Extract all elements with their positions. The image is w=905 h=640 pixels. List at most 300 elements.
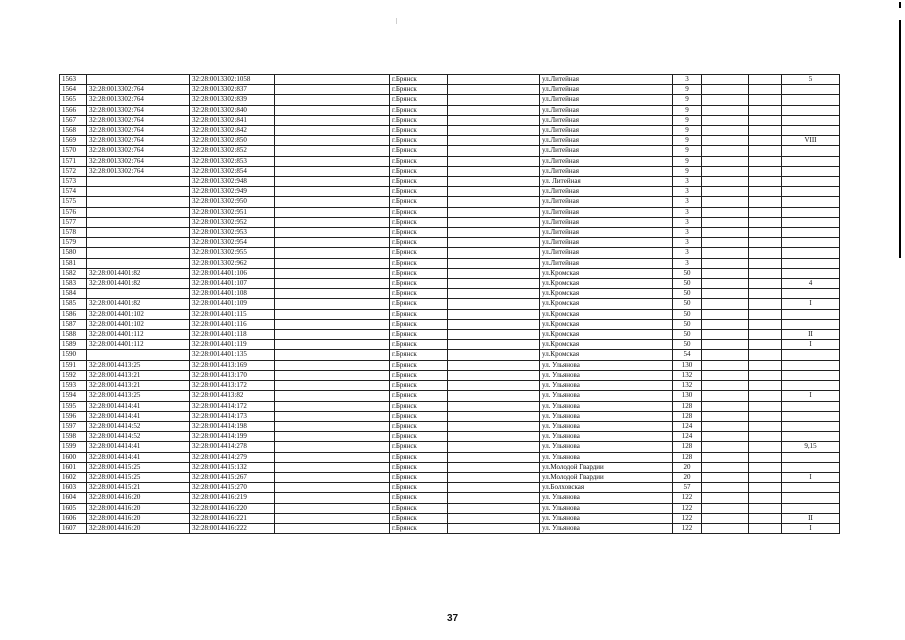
parent-cadastral-number-cell: 32:28:0013302:764	[87, 115, 190, 125]
city-cell: г.Брянск	[390, 360, 448, 370]
street-cell: ул. Ульянова	[540, 503, 673, 513]
blank-col-a-cell	[275, 503, 390, 513]
blank-col-b-cell	[448, 299, 540, 309]
house-number-cell: 3	[673, 187, 702, 197]
table-row	[60, 381, 840, 391]
cadastral-number-cell: 32:28:0014401:116	[190, 319, 275, 329]
blank-col-d-cell	[749, 156, 782, 166]
table-row	[60, 483, 840, 493]
page-number: 37	[446, 613, 459, 624]
blank-col-d-cell	[749, 289, 782, 299]
blank-col-b-cell	[448, 523, 540, 533]
blank-col-a-cell	[275, 299, 390, 309]
blank-col-d-cell	[749, 472, 782, 482]
blank-col-a-cell	[275, 258, 390, 268]
blank-col-d-cell	[749, 105, 782, 115]
house-number-cell: 50	[673, 309, 702, 319]
table-row	[60, 299, 840, 309]
house-number-cell: 3	[673, 75, 702, 85]
blank-col-c-cell	[702, 279, 749, 289]
note-cell	[782, 503, 840, 513]
cadastral-number-cell: 32:28:0014401:108	[190, 289, 275, 299]
house-number-cell: 122	[673, 523, 702, 533]
blank-col-a-cell	[275, 115, 390, 125]
blank-col-d-cell	[749, 146, 782, 156]
blank-col-d-cell	[749, 452, 782, 462]
note-cell	[782, 309, 840, 319]
blank-col-a-cell	[275, 360, 390, 370]
note-cell	[782, 217, 840, 227]
house-number-cell: 3	[673, 228, 702, 238]
note-cell	[782, 238, 840, 248]
table-row	[60, 421, 840, 431]
table-row	[60, 187, 840, 197]
blank-col-d-cell	[749, 483, 782, 493]
house-number-cell: 124	[673, 432, 702, 442]
city-cell: г.Брянск	[390, 85, 448, 95]
blank-col-b-cell	[448, 95, 540, 105]
city-cell: г.Брянск	[390, 289, 448, 299]
city-cell: г.Брянск	[390, 299, 448, 309]
cadastral-number-cell: 32:28:0014416:219	[190, 493, 275, 503]
blank-col-c-cell	[702, 238, 749, 248]
blank-col-c-cell	[702, 228, 749, 238]
blank-col-a-cell	[275, 146, 390, 156]
street-cell: ул. Ульянова	[540, 421, 673, 431]
blank-col-d-cell	[749, 166, 782, 176]
cadastral-number-cell: 32:28:0014413:169	[190, 360, 275, 370]
blank-col-d-cell	[749, 279, 782, 289]
blank-col-a-cell	[275, 248, 390, 258]
cadastral-number-cell: 32:28:0013302:839	[190, 95, 275, 105]
blank-col-a-cell	[275, 381, 390, 391]
blank-col-a-cell	[275, 207, 390, 217]
parent-cadastral-number-cell	[87, 289, 190, 299]
row-number-cell: 1599	[60, 442, 87, 452]
cadastral-number-cell: 32:28:0014415:267	[190, 472, 275, 482]
parent-cadastral-number-cell: 32:28:0013302:764	[87, 85, 190, 95]
blank-col-b-cell	[448, 452, 540, 462]
note-cell	[782, 432, 840, 442]
table-row	[60, 462, 840, 472]
blank-col-c-cell	[702, 340, 749, 350]
row-number-cell: 1604	[60, 493, 87, 503]
table-row	[60, 126, 840, 136]
note-cell	[782, 105, 840, 115]
street-cell: ул.Молодой Гвардии	[540, 472, 673, 482]
blank-col-a-cell	[275, 289, 390, 299]
note-cell	[782, 85, 840, 95]
row-number-cell: 1574	[60, 187, 87, 197]
blank-col-a-cell	[275, 370, 390, 380]
city-cell: г.Брянск	[390, 483, 448, 493]
table-row	[60, 442, 840, 452]
parent-cadastral-number-cell: 32:28:0014414:52	[87, 432, 190, 442]
blank-col-b-cell	[448, 197, 540, 207]
blank-col-a-cell	[275, 421, 390, 431]
house-number-cell: 3	[673, 248, 702, 258]
street-cell: ул.Литейная	[540, 105, 673, 115]
blank-col-b-cell	[448, 319, 540, 329]
blank-col-c-cell	[702, 207, 749, 217]
table-row	[60, 523, 840, 533]
house-number-cell: 3	[673, 238, 702, 248]
blank-col-b-cell	[448, 115, 540, 125]
table-row	[60, 279, 840, 289]
parent-cadastral-number-cell: 32:28:0014413:21	[87, 381, 190, 391]
note-cell	[782, 268, 840, 278]
blank-col-b-cell	[448, 309, 540, 319]
table-row	[60, 330, 840, 340]
city-cell: г.Брянск	[390, 279, 448, 289]
row-number-cell: 1592	[60, 370, 87, 380]
house-number-cell: 128	[673, 401, 702, 411]
blank-col-a-cell	[275, 268, 390, 278]
table-row	[60, 289, 840, 299]
parent-cadastral-number-cell: 32:28:0014414:41	[87, 452, 190, 462]
table-row	[60, 370, 840, 380]
row-number-cell: 1606	[60, 513, 87, 523]
blank-col-d-cell	[749, 309, 782, 319]
blank-col-c-cell	[702, 217, 749, 227]
row-number-cell: 1586	[60, 309, 87, 319]
cadastral-number-cell: 32:28:0013302:842	[190, 126, 275, 136]
row-number-cell: 1587	[60, 319, 87, 329]
city-cell: г.Брянск	[390, 156, 448, 166]
cadastral-number-cell: 32:28:0014415:270	[190, 483, 275, 493]
parent-cadastral-number-cell: 32:28:0014413:25	[87, 391, 190, 401]
city-cell: г.Брянск	[390, 166, 448, 176]
blank-col-a-cell	[275, 75, 390, 85]
table-row	[60, 146, 840, 156]
street-cell: ул. Ульянова	[540, 360, 673, 370]
house-number-cell: 9	[673, 126, 702, 136]
blank-col-a-cell	[275, 340, 390, 350]
row-number-cell: 1582	[60, 268, 87, 278]
blank-col-c-cell	[702, 442, 749, 452]
note-cell	[782, 156, 840, 166]
note-cell	[782, 187, 840, 197]
row-number-cell: 1564	[60, 85, 87, 95]
blank-col-c-cell	[702, 411, 749, 421]
blank-col-a-cell	[275, 309, 390, 319]
cadastral-number-cell: 32:28:0013302:841	[190, 115, 275, 125]
row-number-cell: 1593	[60, 381, 87, 391]
house-number-cell: 130	[673, 360, 702, 370]
blank-col-c-cell	[702, 258, 749, 268]
street-cell: ул.Литейная	[540, 126, 673, 136]
parent-cadastral-number-cell: 32:28:0014401:112	[87, 330, 190, 340]
blank-col-a-cell	[275, 85, 390, 95]
blank-col-a-cell	[275, 472, 390, 482]
blank-col-d-cell	[749, 258, 782, 268]
cadastral-number-cell: 32:28:0014414:199	[190, 432, 275, 442]
cadastral-number-cell: 32:28:0014413:82	[190, 391, 275, 401]
row-number-cell: 1591	[60, 360, 87, 370]
parent-cadastral-number-cell: 32:28:0014416:20	[87, 523, 190, 533]
row-number-cell: 1571	[60, 156, 87, 166]
row-number-cell: 1605	[60, 503, 87, 513]
street-cell: ул.Кромская	[540, 340, 673, 350]
blank-col-b-cell	[448, 105, 540, 115]
note-cell: II	[782, 330, 840, 340]
parent-cadastral-number-cell	[87, 228, 190, 238]
blank-col-b-cell	[448, 421, 540, 431]
street-cell: ул.Кромская	[540, 350, 673, 360]
blank-col-a-cell	[275, 483, 390, 493]
note-cell	[782, 228, 840, 238]
blank-col-d-cell	[749, 381, 782, 391]
street-cell: ул. Ульянова	[540, 442, 673, 452]
city-cell: г.Брянск	[390, 462, 448, 472]
house-number-cell: 3	[673, 258, 702, 268]
blank-col-a-cell	[275, 432, 390, 442]
blank-col-c-cell	[702, 197, 749, 207]
street-cell: ул.Молодой Гвардии	[540, 462, 673, 472]
blank-col-a-cell	[275, 279, 390, 289]
street-cell: ул.Кромская	[540, 330, 673, 340]
blank-col-a-cell	[275, 126, 390, 136]
blank-col-b-cell	[448, 248, 540, 258]
blank-col-b-cell	[448, 401, 540, 411]
blank-col-a-cell	[275, 330, 390, 340]
city-cell: г.Брянск	[390, 217, 448, 227]
blank-col-d-cell	[749, 126, 782, 136]
house-number-cell: 50	[673, 289, 702, 299]
city-cell: г.Брянск	[390, 177, 448, 187]
house-number-cell: 9	[673, 95, 702, 105]
row-number-cell: 1602	[60, 472, 87, 482]
blank-col-b-cell	[448, 432, 540, 442]
cadastral-number-cell: 32:28:0013302:854	[190, 166, 275, 176]
table-row	[60, 268, 840, 278]
blank-col-a-cell	[275, 452, 390, 462]
row-number-cell: 1579	[60, 238, 87, 248]
blank-col-b-cell	[448, 442, 540, 452]
row-number-cell: 1603	[60, 483, 87, 493]
parent-cadastral-number-cell	[87, 217, 190, 227]
cadastral-number-cell: 32:28:0013302:850	[190, 136, 275, 146]
parent-cadastral-number-cell	[87, 75, 190, 85]
note-cell	[782, 258, 840, 268]
parent-cadastral-number-cell: 32:28:0014415:25	[87, 462, 190, 472]
blank-col-b-cell	[448, 493, 540, 503]
house-number-cell: 9	[673, 166, 702, 176]
blank-col-a-cell	[275, 156, 390, 166]
house-number-cell: 132	[673, 370, 702, 380]
note-cell: VIII	[782, 136, 840, 146]
house-number-cell: 50	[673, 299, 702, 309]
table-row	[60, 411, 840, 421]
street-cell: ул. Ульянова	[540, 523, 673, 533]
blank-col-a-cell	[275, 391, 390, 401]
blank-col-d-cell	[749, 268, 782, 278]
table-row	[60, 228, 840, 238]
blank-col-c-cell	[702, 330, 749, 340]
city-cell: г.Брянск	[390, 340, 448, 350]
note-cell	[782, 421, 840, 431]
scan-artifact-mark	[396, 18, 397, 24]
note-cell	[782, 207, 840, 217]
cadastral-number-cell: 32:28:0014414:198	[190, 421, 275, 431]
city-cell: г.Брянск	[390, 493, 448, 503]
street-cell: ул. Ульянова	[540, 493, 673, 503]
cadastral-number-cell: 32:28:0013302:955	[190, 248, 275, 258]
row-number-cell: 1590	[60, 350, 87, 360]
note-cell: 9,15	[782, 442, 840, 452]
parent-cadastral-number-cell: 32:28:0014401:102	[87, 319, 190, 329]
street-cell: ул.Кромская	[540, 319, 673, 329]
street-cell: ул. Ульянова	[540, 432, 673, 442]
blank-col-d-cell	[749, 248, 782, 258]
table-row	[60, 105, 840, 115]
blank-col-c-cell	[702, 95, 749, 105]
row-number-cell: 1607	[60, 523, 87, 533]
parent-cadastral-number-cell: 32:28:0014416:20	[87, 493, 190, 503]
table-row	[60, 493, 840, 503]
parent-cadastral-number-cell: 32:28:0013302:764	[87, 105, 190, 115]
row-number-cell: 1584	[60, 289, 87, 299]
street-cell: ул. Ульянова	[540, 452, 673, 462]
blank-col-c-cell	[702, 115, 749, 125]
house-number-cell: 54	[673, 350, 702, 360]
city-cell: г.Брянск	[390, 228, 448, 238]
street-cell: ул.Литейная	[540, 136, 673, 146]
parent-cadastral-number-cell: 32:28:0013302:764	[87, 95, 190, 105]
parent-cadastral-number-cell: 32:28:0014401:82	[87, 299, 190, 309]
house-number-cell: 122	[673, 503, 702, 513]
row-number-cell: 1585	[60, 299, 87, 309]
blank-col-a-cell	[275, 217, 390, 227]
city-cell: г.Брянск	[390, 350, 448, 360]
blank-col-d-cell	[749, 238, 782, 248]
blank-col-b-cell	[448, 411, 540, 421]
table-row	[60, 166, 840, 176]
house-number-cell: 3	[673, 197, 702, 207]
city-cell: г.Брянск	[390, 146, 448, 156]
city-cell: г.Брянск	[390, 319, 448, 329]
table-row	[60, 115, 840, 125]
city-cell: г.Брянск	[390, 126, 448, 136]
city-cell: г.Брянск	[390, 391, 448, 401]
city-cell: г.Брянск	[390, 75, 448, 85]
note-cell	[782, 248, 840, 258]
cadastral-number-cell: 32:28:0014401:135	[190, 350, 275, 360]
parent-cadastral-number-cell	[87, 350, 190, 360]
house-number-cell: 9	[673, 146, 702, 156]
row-number-cell: 1569	[60, 136, 87, 146]
blank-col-b-cell	[448, 340, 540, 350]
blank-col-a-cell	[275, 166, 390, 176]
blank-col-c-cell	[702, 493, 749, 503]
table-row	[60, 95, 840, 105]
blank-col-c-cell	[702, 187, 749, 197]
blank-col-c-cell	[702, 146, 749, 156]
blank-col-c-cell	[702, 370, 749, 380]
blank-col-b-cell	[448, 146, 540, 156]
blank-col-a-cell	[275, 95, 390, 105]
cadastral-number-cell: 32:28:0013302:952	[190, 217, 275, 227]
blank-col-b-cell	[448, 238, 540, 248]
table-row	[60, 472, 840, 482]
blank-col-d-cell	[749, 207, 782, 217]
street-cell: ул.Литейная	[540, 187, 673, 197]
table-row	[60, 238, 840, 248]
blank-col-d-cell	[749, 523, 782, 533]
table-row	[60, 207, 840, 217]
city-cell: г.Брянск	[390, 381, 448, 391]
blank-col-a-cell	[275, 177, 390, 187]
house-number-cell: 3	[673, 217, 702, 227]
street-cell: ул.Литейная	[540, 75, 673, 85]
blank-col-d-cell	[749, 493, 782, 503]
blank-col-b-cell	[448, 330, 540, 340]
house-number-cell: 3	[673, 207, 702, 217]
parent-cadastral-number-cell: 32:28:0014401:112	[87, 340, 190, 350]
street-cell: ул.Литейная	[540, 146, 673, 156]
blank-col-a-cell	[275, 523, 390, 533]
blank-col-d-cell	[749, 228, 782, 238]
row-number-cell: 1589	[60, 340, 87, 350]
note-cell: I	[782, 391, 840, 401]
city-cell: г.Брянск	[390, 207, 448, 217]
row-number-cell: 1588	[60, 330, 87, 340]
blank-col-c-cell	[702, 350, 749, 360]
note-cell: I	[782, 299, 840, 309]
house-number-cell: 50	[673, 340, 702, 350]
blank-col-b-cell	[448, 258, 540, 268]
blank-col-c-cell	[702, 85, 749, 95]
street-cell: ул.Литейная	[540, 258, 673, 268]
cadastral-number-cell: 32:28:0014401:115	[190, 309, 275, 319]
parent-cadastral-number-cell: 32:28:0014413:21	[87, 370, 190, 380]
city-cell: г.Брянск	[390, 513, 448, 523]
house-number-cell: 9	[673, 156, 702, 166]
row-number-cell: 1576	[60, 207, 87, 217]
blank-col-b-cell	[448, 462, 540, 472]
house-number-cell: 50	[673, 268, 702, 278]
row-number-cell: 1570	[60, 146, 87, 156]
street-cell: ул. Ульянова	[540, 513, 673, 523]
row-number-cell: 1567	[60, 115, 87, 125]
cadastral-number-cell: 32:28:0013302:962	[190, 258, 275, 268]
cadastral-number-cell: 32:28:0013302:1058	[190, 75, 275, 85]
blank-col-d-cell	[749, 177, 782, 187]
blank-col-a-cell	[275, 197, 390, 207]
parent-cadastral-number-cell	[87, 187, 190, 197]
city-cell: г.Брянск	[390, 187, 448, 197]
blank-col-b-cell	[448, 370, 540, 380]
table-row	[60, 340, 840, 350]
cadastral-number-cell: 32:28:0014401:106	[190, 268, 275, 278]
street-cell: ул. Ульянова	[540, 370, 673, 380]
note-cell: 4	[782, 279, 840, 289]
street-cell: ул. Ульянова	[540, 391, 673, 401]
house-number-cell: 9	[673, 105, 702, 115]
parent-cadastral-number-cell	[87, 258, 190, 268]
blank-col-a-cell	[275, 411, 390, 421]
blank-col-d-cell	[749, 299, 782, 309]
blank-col-b-cell	[448, 207, 540, 217]
blank-col-b-cell	[448, 472, 540, 482]
blank-col-a-cell	[275, 238, 390, 248]
blank-col-d-cell	[749, 411, 782, 421]
blank-col-d-cell	[749, 136, 782, 146]
parent-cadastral-number-cell	[87, 248, 190, 258]
street-cell: ул.Литейная	[540, 207, 673, 217]
row-number-cell: 1577	[60, 217, 87, 227]
house-number-cell: 122	[673, 513, 702, 523]
